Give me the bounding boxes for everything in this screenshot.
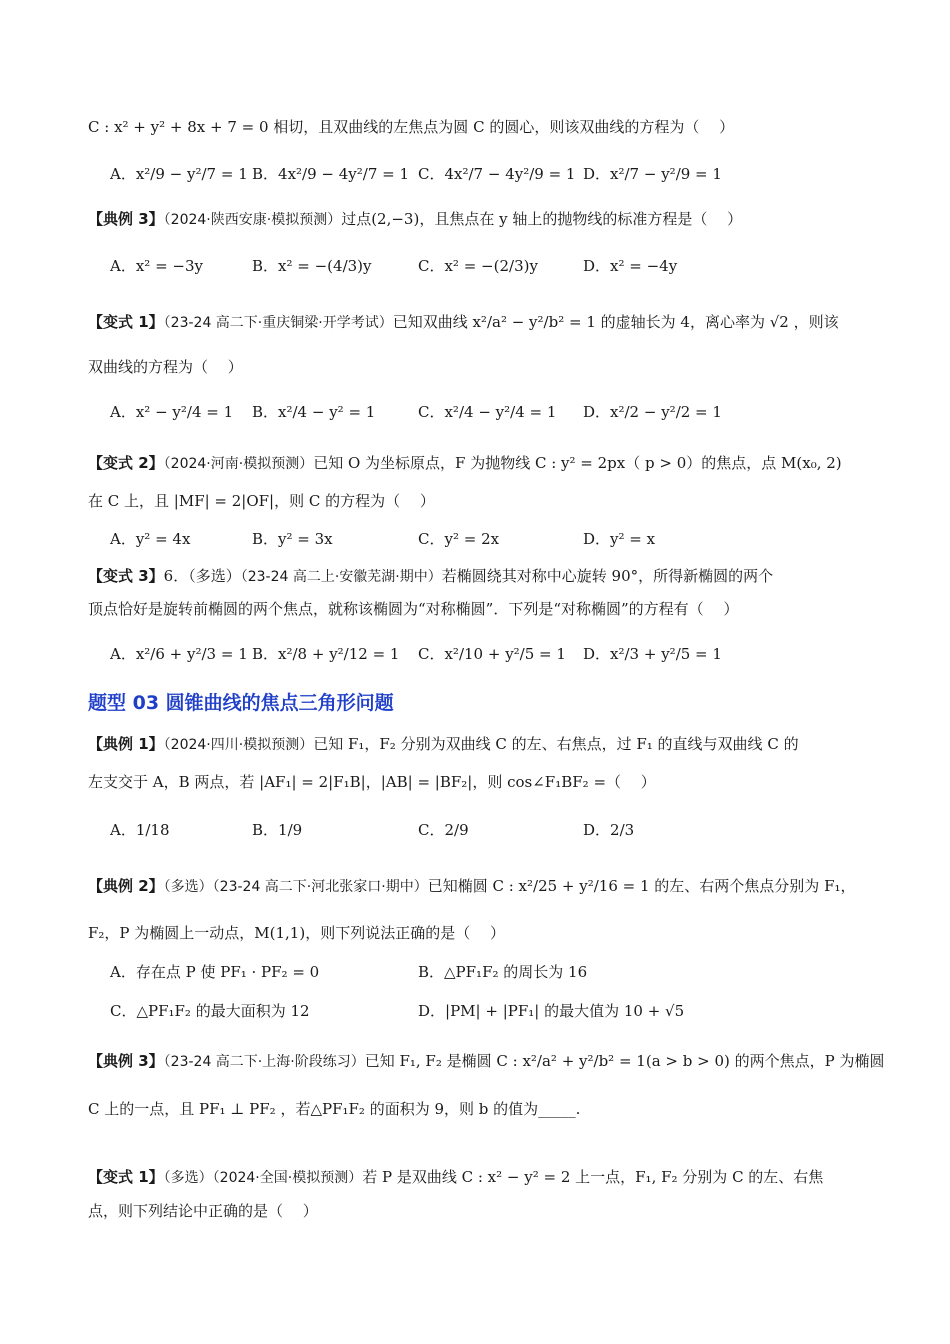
question-var1 xyxy=(88,311,870,334)
option-c: C．x² = −(2/3)y xyxy=(418,257,538,275)
option-d: D．x² = −4y xyxy=(583,257,678,275)
option-a: A．存在点 P 使 PF₁ · PF₂ = 0 xyxy=(110,963,320,981)
question-tag: 【变式 1】 xyxy=(88,313,164,331)
question-source: （多选）（2024·全国·模拟预测） xyxy=(163,1170,363,1186)
option-a: A．x² = −3y xyxy=(110,257,203,275)
question-text: C : x² + y² + 8x + 7 = 0 相切，且双曲线的左焦点为圆 C 的圆心，则该双曲线的方程为（ ） xyxy=(88,118,735,136)
option-c: C．2/9 xyxy=(418,821,469,839)
option-d: D．x²/2 − y²/2 = 1 xyxy=(583,403,722,421)
question-s-ex2 xyxy=(88,875,870,898)
option-b: B．△PF₁F₂ 的周长为 16 xyxy=(418,963,588,981)
option-d: D．x²/7 − y²/9 = 1 xyxy=(583,165,722,183)
question-tag: 【典例 1】 xyxy=(88,735,164,753)
question-body-cont: F₂，P 为椭圆上一动点，M(1,1)，则下列说法正确的是（ ） xyxy=(88,924,505,942)
question-body: 若椭圆绕其对称中心旋转 90°，所得新椭圆的两个 xyxy=(441,567,774,585)
question-body-cont: 左支交于 A，B 两点，若 |AF₁| = 2|F₁B|，|AB| = |BF₂|，则 cos∠F₁BF₂ =（ ） xyxy=(88,773,656,791)
question-body-cont: 顶点恰好是旋转前椭圆的两个焦点，就称该椭圆为“对称椭圆”．下列是“对称椭圆”的方程有（ ） xyxy=(88,600,739,618)
question-body: 若 P 是双曲线 C : x² − y² = 2 上一点，F₁, F₂ 分别为 C 的左、右焦 xyxy=(362,1168,824,1186)
question-number: 6．（多选） xyxy=(163,567,241,585)
option-b: B．1/9 xyxy=(252,821,303,839)
option-c: C．x²/4 − y²/4 = 1 xyxy=(418,403,557,421)
option-a: A．y² = 4x xyxy=(110,530,191,548)
option-d: D．x²/3 + y²/5 = 1 xyxy=(583,645,722,663)
question-s-ex3 xyxy=(88,1050,885,1073)
question-source: （多选）（23-24 高二下·河北张家口·期中） xyxy=(163,879,428,895)
option-b: B．x² = −(4/3)y xyxy=(252,257,372,275)
option-b: B．x²/8 + y²/12 = 1 xyxy=(252,645,400,663)
question-body-cont: 双曲线的方程为（ ） xyxy=(88,358,243,376)
question-var2 xyxy=(88,452,870,475)
question-tag: 【典例 3】 xyxy=(88,210,164,228)
question-s-ex1 xyxy=(88,733,870,756)
question-body: 已知椭圆 C : x²/25 + y²/16 = 1 的左、右两个焦点分别为 F₁， xyxy=(427,877,856,895)
question-source: （23-24 高二下·上海·阶段练习） xyxy=(163,1054,365,1070)
question-body: 过点(2,−3)，且焦点在 y 轴上的抛物线的标准方程是（ ） xyxy=(341,210,743,228)
question-body-cont: C 上的一点，且 PF₁ ⊥ PF₂ ，若△PF₁F₂ 的面积为 9，则 b 的值为_____. xyxy=(88,1100,581,1118)
question-s-var1 xyxy=(88,1166,870,1189)
question-tag: 【典例 3】 xyxy=(88,1052,164,1070)
option-c: C．x²/10 + y²/5 = 1 xyxy=(418,645,566,663)
question-body: 已知 F₁，F₂ 分别为双曲线 C 的左、右焦点，过 F₁ 的直线与双曲线 C 的 xyxy=(313,735,799,753)
question-tag: 【变式 2】 xyxy=(88,454,164,472)
question-source: （23-24 高二下·重庆铜梁·开学考试） xyxy=(163,315,393,331)
option-a: A．x²/9 − y²/7 = 1 xyxy=(110,165,248,183)
question-var3 xyxy=(88,565,870,588)
section-heading: 题型 03 圆锥曲线的焦点三角形问题 xyxy=(88,692,394,714)
question-source: （2024·四川·模拟预测） xyxy=(163,737,314,753)
option-d: D．|PM| + |PF₁| 的最大值为 10 + √5 xyxy=(418,1002,685,1020)
question-source: （23-24 高二上·安徽芜湖·期中） xyxy=(240,569,442,585)
option-c: C．y² = 2x xyxy=(418,530,500,548)
option-a: A．x²/6 + y²/3 = 1 xyxy=(110,645,248,663)
question-tag: 【变式 3】 xyxy=(88,567,164,585)
option-a: A．x² − y²/4 = 1 xyxy=(110,403,234,421)
question-tag: 【典例 2】 xyxy=(88,877,164,895)
question-body: 已知 O 为坐标原点，F 为抛物线 C : y² = 2px（ p > 0）的焦点，点 M(x₀, 2) xyxy=(313,454,842,472)
question-tag: 【变式 1】 xyxy=(88,1168,164,1186)
option-c: C．4x²/7 − 4y²/9 = 1 xyxy=(418,165,576,183)
question-ex3 xyxy=(88,208,870,231)
option-a: A．1/18 xyxy=(110,821,170,839)
question-body-cont: 在 C 上，且 |MF| = 2|OF|，则 C 的方程为（ ） xyxy=(88,492,435,510)
question-source: （2024·河南·模拟预测） xyxy=(163,456,314,472)
option-b: B．x²/4 − y² = 1 xyxy=(252,403,376,421)
question-body-cont: 点，则下列结论中正确的是（ ） xyxy=(88,1202,318,1220)
question-body: 已知双曲线 x²/a² − y²/b² = 1 的虚轴长为 4，离心率为 √2 ，则该 xyxy=(392,313,839,331)
option-b: B．y² = 3x xyxy=(252,530,333,548)
option-d: D．y² = x xyxy=(583,530,656,548)
question-body: 已知 F₁, F₂ 是椭圆 C : x²/a² + y²/b² = 1(a > b > 0) 的两个焦点，P 为椭圆 xyxy=(364,1052,885,1070)
option-d: D．2/3 xyxy=(583,821,635,839)
question-source: （2024·陕西安康·模拟预测） xyxy=(163,212,342,228)
option-c: C．△PF₁F₂ 的最大面积为 12 xyxy=(110,1002,310,1020)
option-b: B．4x²/9 − 4y²/7 = 1 xyxy=(252,165,410,183)
